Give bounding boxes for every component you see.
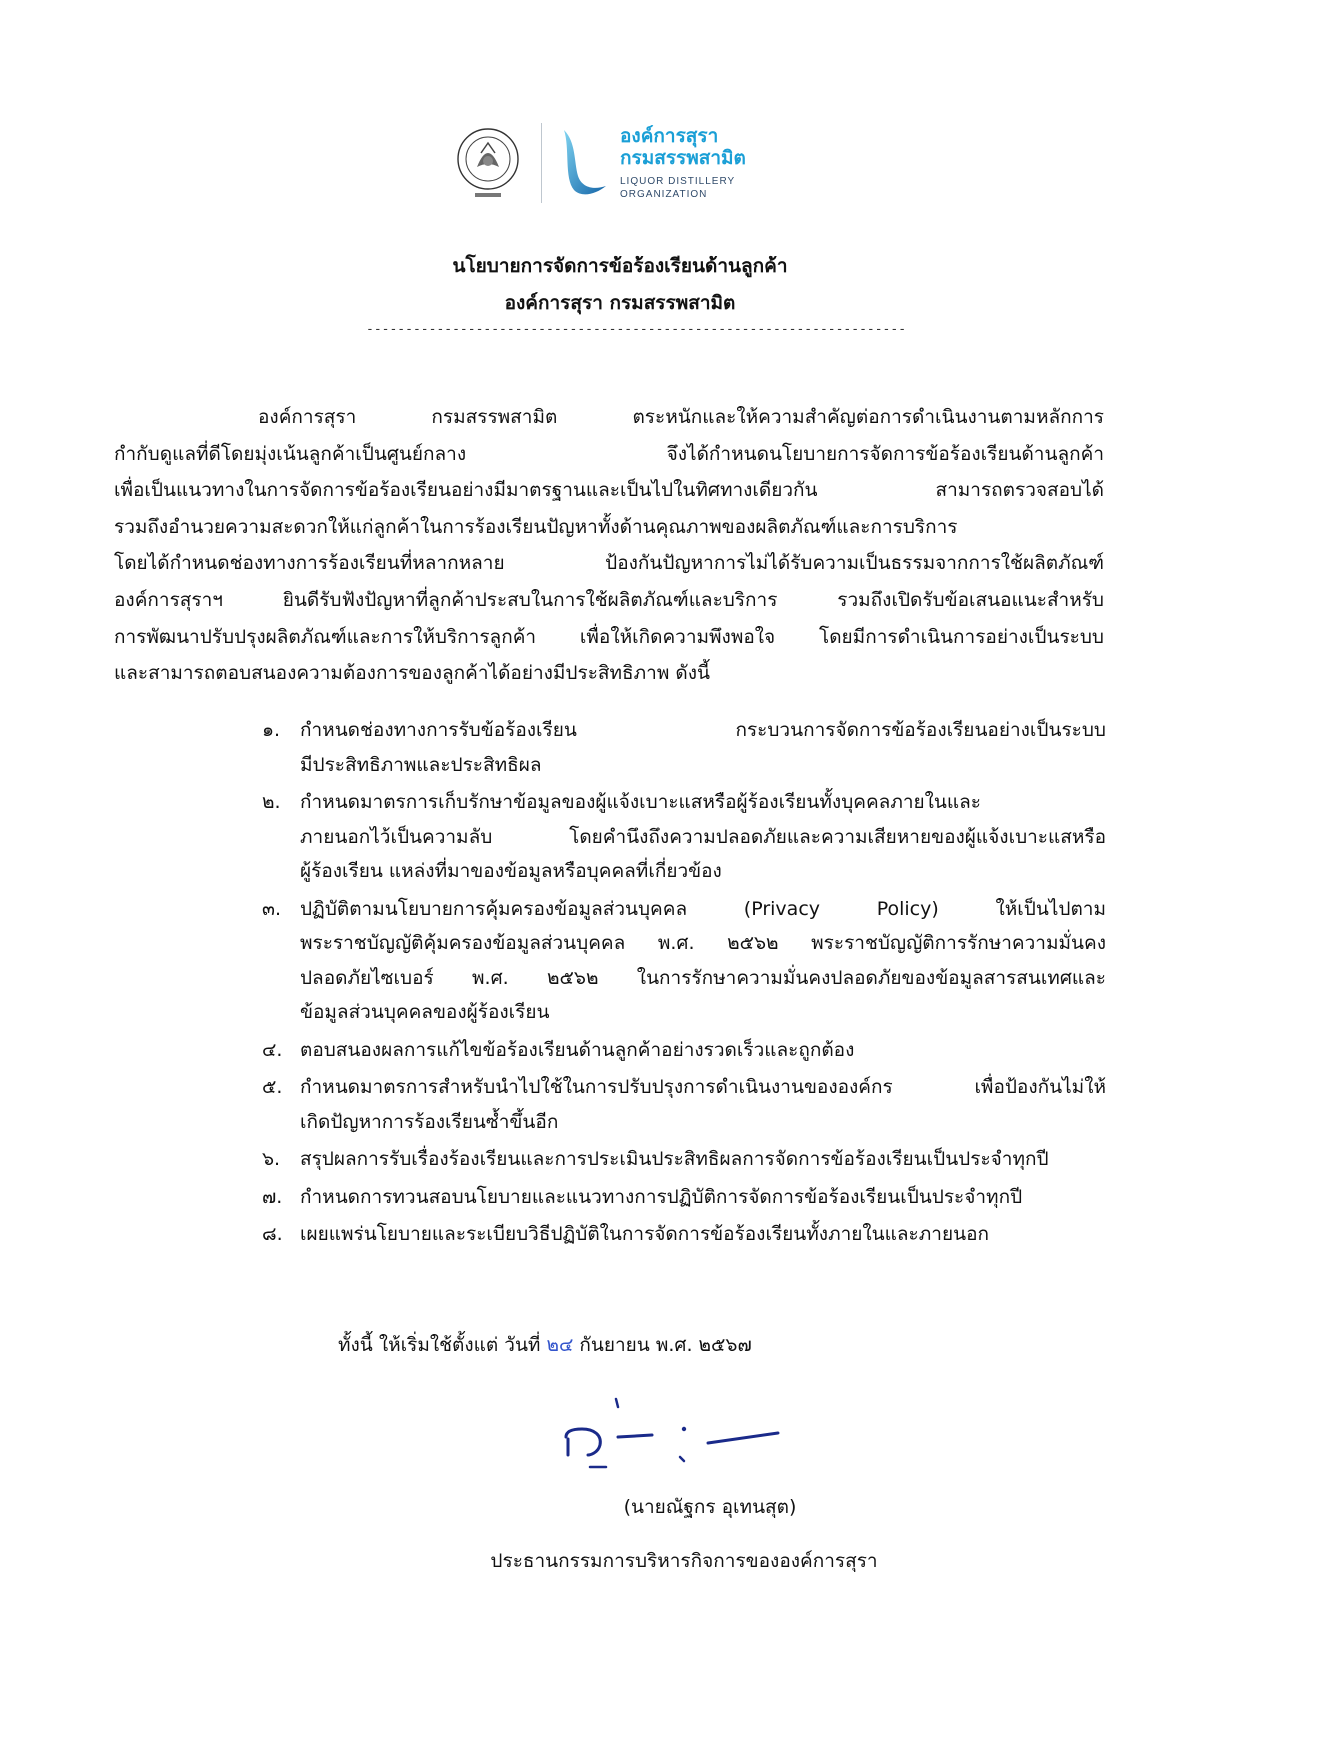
effective-date-line	[338, 1330, 752, 1360]
list-item	[262, 1217, 1106, 1252]
list-item-line: ตอบสนองผลการแก้ไขข้อร้องเรียนด้านลูกค้าอย่างรวดเร็วและถูกต้อง	[300, 1038, 855, 1061]
paragraph-line: องค์การสุราฯ ยินดีรับฟังปัญหาที่ลูกค้าประสบในการใช้ผลิตภัณฑ์และบริการ รวมถึงเปิดรับข้อเสนอแนะสำหรับ	[114, 588, 1104, 611]
org-name-th-line1: องค์การสุรา	[620, 125, 719, 147]
list-item-line: ภายนอกไว้เป็นความลับ โดยคำนึงถึงความปลอดภัยและความเสียหายของผู้แจ้งเบาะแสหรือ	[300, 825, 1106, 848]
list-item-line: สรุปผลการรับเรื่องร้องเรียนและการประเมินประสิทธิผลการจัดการข้อร้องเรียนเป็นประจำทุกปี	[300, 1148, 1049, 1170]
paragraph-line: องค์การสุรา กรมสรรพสามิต ตระหนักและให้ความสำคัญต่อการดำเนินงานตามหลักการ	[258, 406, 1104, 428]
list-item-line: กำหนดมาตรการสำหรับนำไปใช้ในการปรับปรุงการดำเนินงานขององค์กร เพื่อป้องกันไม่ให้	[300, 1076, 1106, 1098]
list-item-number: ๕.	[262, 1076, 283, 1098]
list-item	[262, 785, 1106, 889]
list-item-number: ๘.	[262, 1223, 283, 1245]
org-name-th-line2: กรมสรรพสามิต	[620, 147, 746, 169]
org-wordmark	[620, 125, 746, 201]
signer-position: ประธานกรรมการบริหารกิจการขององค์การสุรา	[490, 1550, 878, 1572]
list-item-line: กำหนดการทวนสอบนโยบายและแนวทางการปฏิบัติการจัดการข้อร้องเรียนเป็นประจำทุกปี	[300, 1185, 1023, 1208]
list-item-number: ๒.	[262, 791, 281, 813]
list-item-number: ๔.	[262, 1038, 283, 1061]
paragraph-line: เพื่อเป็นแนวทางในการจัดการข้อร้องเรียนอย่างมีมาตรฐานและเป็นไปในทิศทางเดียวกัน สามารถตรวจสอบได้	[114, 479, 1104, 502]
list-item-number: ๗.	[262, 1185, 283, 1208]
policy-list	[262, 713, 1106, 1255]
list-item-number: ๖.	[262, 1148, 281, 1170]
effective-suffix: กันยายน พ.ศ. ๒๕๖๗	[579, 1334, 752, 1356]
list-item-line: ผู้ร้องเรียน แหล่งที่มาของข้อมูลหรือบุคคลที่เกี่ยวข้อง	[300, 860, 722, 882]
document-subtitle: องค์การสุรา กรมสรรพสามิต	[504, 292, 736, 314]
list-item-line: มีประสิทธิภาพและประสิทธิผล	[300, 753, 542, 776]
list-item-line: ปฏิบัติตามนโยบายการคุ้มครองข้อมูลส่วนบุคคล (Privacy Policy) ให้เป็นไปตาม	[300, 897, 1106, 920]
title-separator: ---------------------------------------------------------------------	[366, 322, 907, 337]
excise-seal-icon	[455, 123, 521, 203]
list-item	[262, 1142, 1106, 1177]
list-item-line: กำหนดช่องทางการรับข้อร้องเรียน กระบวนการจัดการข้อร้องเรียนอย่างเป็นระบบ	[300, 719, 1106, 741]
list-item	[262, 892, 1106, 1030]
list-item-line: เผยแพร่นโยบายและระเบียบวิธีปฏิบัติในการจัดการข้อร้องเรียนทั้งภายในและภายนอก	[300, 1223, 989, 1245]
list-item-line: ปลอดภัยไซเบอร์ พ.ศ. ๒๕๖๒ ในการรักษาความมั่นคงปลอดภัยของข้อมูลสารสนเทศและ	[300, 966, 1106, 989]
list-item-line: ข้อมูลส่วนบุคคลของผู้ร้องเรียน	[300, 1001, 550, 1023]
list-item	[262, 1070, 1106, 1139]
paragraph-line: รวมถึงอำนวยความสะดวกให้แก่ลูกค้าในการร้องเรียนปัญหาทั้งด้านคุณภาพของผลิตภัณฑ์และการบริการ	[114, 515, 958, 538]
list-item-line: กำหนดมาตรการเก็บรักษาข้อมูลของผู้แจ้งเบาะแสหรือผู้ร้องเรียนทั้งบุคคลภายในและ	[300, 791, 982, 813]
org-name-en-line2: ORGANIZATION	[620, 189, 708, 200]
list-item-line: พระราชบัญญัติคุ้มครองข้อมูลส่วนบุคคล พ.ศ. ๒๕๖๒ พระราชบัญญัติการรักษาความมั่นคง	[300, 932, 1106, 954]
logo-divider	[541, 123, 542, 203]
paragraph-line: และสามารถตอบสนองความต้องการของลูกค้าได้อย่างมีประสิทธิภาพ ดังนี้	[114, 662, 710, 685]
list-item	[262, 1033, 1106, 1068]
liquor-distillery-logo-icon	[560, 128, 608, 198]
effective-prefix: ทั้งนี้ ให้เริ่มใช้ตั้งแต่ วันที่	[338, 1334, 541, 1356]
intro-paragraph	[114, 399, 1104, 692]
paragraph-line: โดยได้กำหนดช่องทางการร้องเรียนที่หลากหลาย ป้องกันปัญหาการไม่ได้รับความเป็นธรรมจากการใช้ผลิตภัณฑ์	[114, 552, 1104, 575]
header-logos	[455, 118, 746, 208]
list-item-number: ๑.	[262, 719, 281, 741]
signer-name: (นายณัฐกร อุเทนสุต)	[623, 1496, 797, 1518]
paragraph-line: การพัฒนาปรับปรุงผลิตภัณฑ์และการให้บริการลูกค้า เพื่อให้เกิดความพึงพอใจ โดยมีการดำเนินการอย่างเป็นระบบ	[114, 625, 1104, 648]
handwritten-signature	[560, 1395, 820, 1495]
document-title: นโยบายการจัดการข้อร้องเรียนด้านลูกค้า	[452, 255, 788, 277]
list-item-line: เกิดปัญหาการร้องเรียนซ้ำขึ้นอีก	[300, 1110, 559, 1133]
list-item	[262, 1180, 1106, 1215]
org-name-en-line1: LIQUOR DISTILLERY	[620, 176, 736, 187]
effective-day: ๒๔	[546, 1334, 574, 1356]
list-item-number: ๓.	[262, 897, 282, 920]
paragraph-line: กำกับดูแลที่ดีโดยมุ่งเน้นลูกค้าเป็นศูนย์กลาง จึงได้กำหนดนโยบายการจัดการข้อร้องเรียนด้านลูกค้า	[114, 442, 1104, 465]
list-item	[262, 713, 1106, 782]
